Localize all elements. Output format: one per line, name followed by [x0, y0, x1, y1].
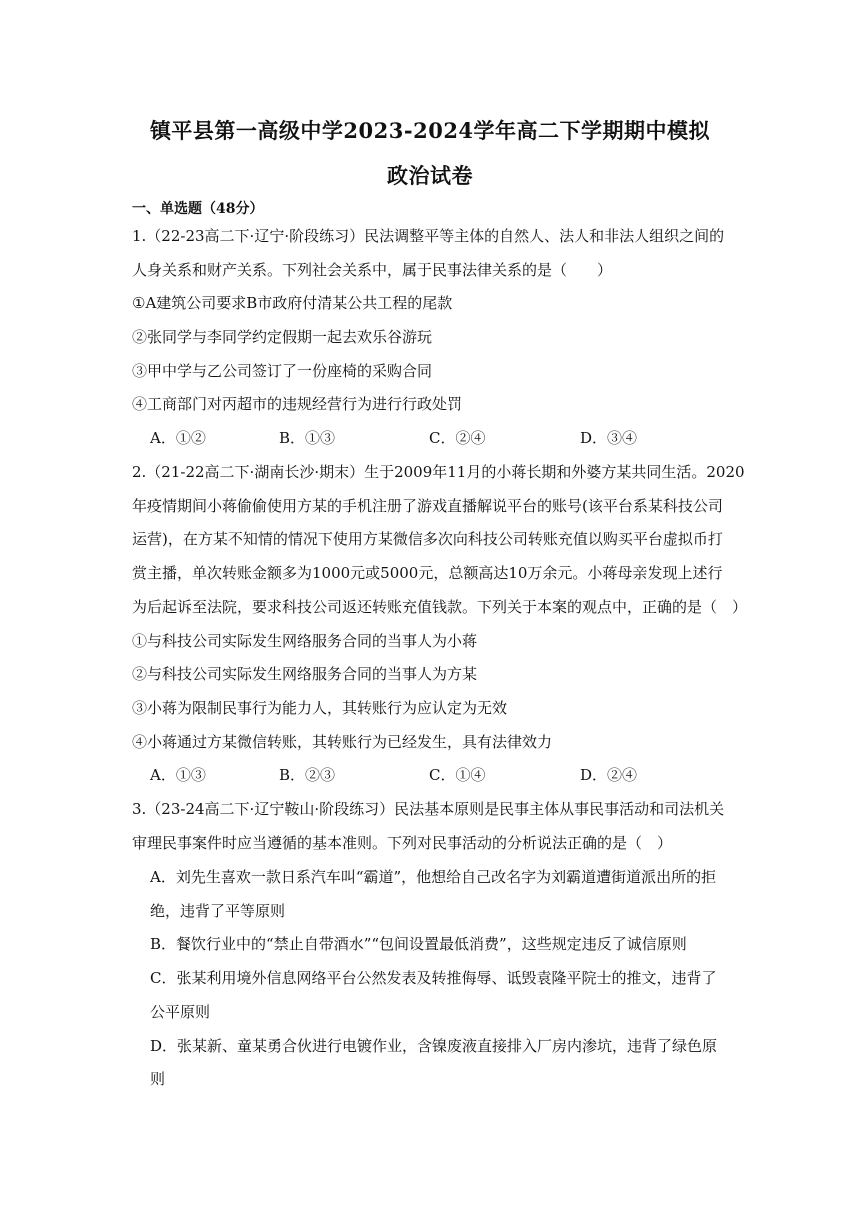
q2-item: ④小蒋通过方某微信转账，其转账行为已经发生，具有法律效力: [132, 733, 553, 751]
q1-item: ③甲中学与乙公司签订了一份座椅的采购合同: [132, 362, 433, 380]
q1-stem-line: 人身关系和财产关系。下列社会关系中，属于民事法律关系的是（ ）: [132, 261, 613, 279]
q2-item: ①与科技公司实际发生网络服务合同的当事人为小蒋: [132, 632, 478, 650]
q3-option-b: B．餐饮行业中的“禁止自带酒水”“包间设置最低消费”，这些规定违反了诚信原则: [150, 935, 687, 953]
q1-option-d: D．③④: [580, 429, 638, 447]
q2-stem-line: 为后起诉至法院，要求科技公司返还转账充值钱款。下列关于本案的观点中，正确的是（ ）: [132, 598, 748, 616]
q2-option-d: D．②④: [580, 766, 638, 784]
q1-option-c: C．②④: [429, 429, 486, 447]
q3-option-d: D．张某新、童某勇合伙进行电镀作业，含镍废液直接排入厂房内渗坑，违背了绿色原: [150, 1037, 718, 1055]
q2-stem-line: 赏主播，单次转账金额多为1000元或5000元，总额高达10万余元。小蒋母亲发现上述行: [132, 564, 723, 582]
q2-stem-line: 运营)，在方某不知情的情况下使用方某微信多次向科技公司转账充值以购买平台虚拟币打: [132, 530, 723, 548]
q2-option-b: B．②③: [279, 766, 336, 784]
q3-option-a: A．刘先生喜欢一款日系汽车叫“霸道”，他想给自己改名字为刘霸道遭街道派出所的拒: [150, 868, 717, 886]
q1-item: ①A建筑公司要求B市政府付清某公共工程的尾款: [132, 294, 453, 312]
q3-stem-line: 3.（23-24高二下·辽宁鞍山·阶段练习）民法基本原则是民事主体从事民事活动和司法机关: [132, 800, 725, 818]
q1-stem-line: 1.（22-23高二下·辽宁·阶段练习）民法调整平等主体的自然人、法人和非法人组织之间的: [132, 227, 725, 245]
q2-option-a: A．①③: [150, 766, 206, 784]
q1-option-b: B．①③: [279, 429, 336, 447]
q3-option-d-cont: 则: [150, 1070, 166, 1088]
q2-option-c: C．①④: [429, 766, 486, 784]
q3-stem-line: 审理民事案件时应当遵循的基本准则。下列对民事活动的分析说法正确的是（ ）: [132, 834, 673, 852]
q2-stem-line: 2.（21-22高二下·湖南长沙·期末）生于2009年11月的小蒋长期和外婆方某共同生活。2020: [132, 463, 745, 481]
exam-subtitle: 政治试卷: [387, 163, 473, 188]
q1-item: ④工商部门对丙超市的违规经营行为进行行政处罚: [132, 395, 463, 413]
section-heading: 一、单选题（48分）: [132, 201, 264, 217]
q3-option-a-cont: 绝，违背了平等原则: [150, 902, 286, 920]
exam-title: 镇平县第一高级中学2023-2024学年高二下学期期中模拟: [149, 118, 711, 143]
q2-item: ③小蒋为限制民事行为能力人，其转账行为应认定为无效: [132, 699, 508, 717]
q1-item: ②张同学与李同学约定假期一起去欢乐谷游玩: [132, 328, 433, 346]
q3-option-c: C．张某利用境外信息网络平台公然发表及转推侮辱、诋毁袁隆平院士的推文，违背了: [150, 969, 717, 987]
q2-item: ②与科技公司实际发生网络服务合同的当事人为方某: [132, 665, 478, 683]
q3-option-c-cont: 公平原则: [150, 1003, 211, 1021]
q2-stem-line: 年疫情期间小蒋偷偷使用方某的手机注册了游戏直播解说平台的账号(该平台系某科技公司: [132, 497, 723, 515]
q1-option-a: A．①②: [150, 429, 206, 447]
